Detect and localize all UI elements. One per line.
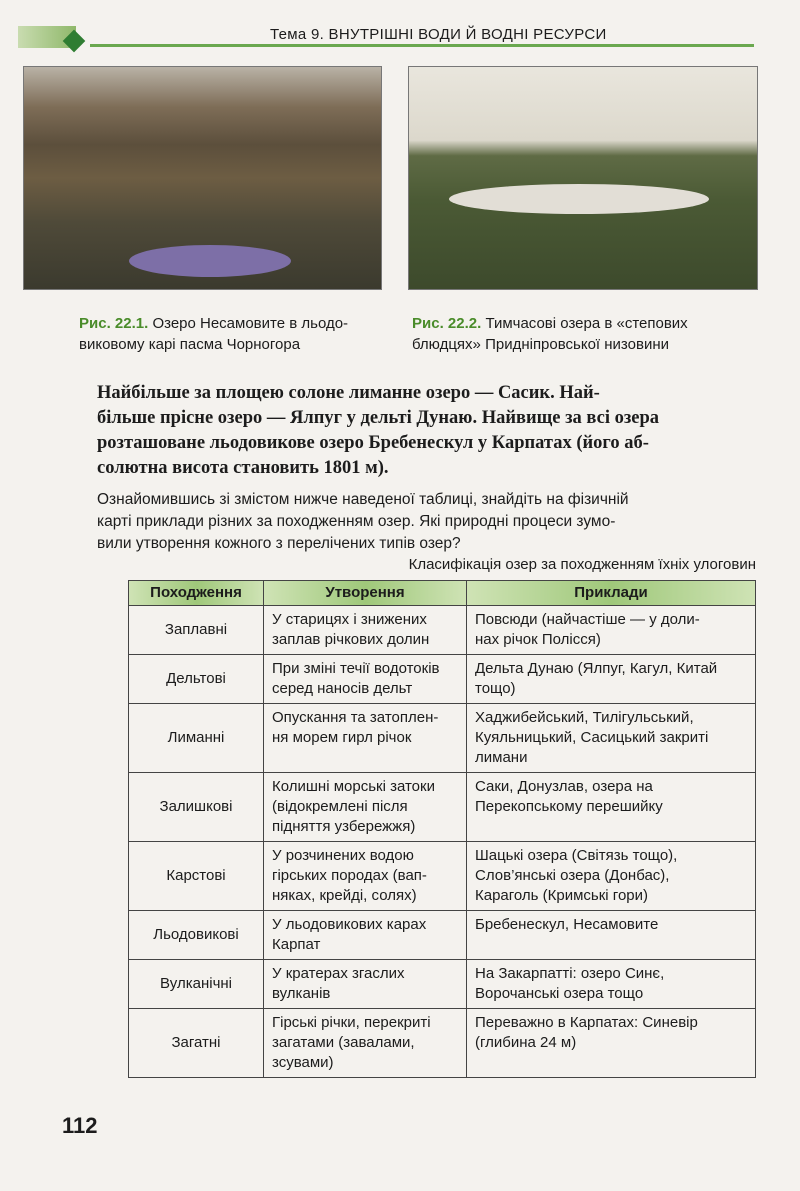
table-row — [129, 842, 756, 911]
table-row — [129, 704, 756, 773]
cell-line: вулканів — [272, 985, 331, 1002]
cell-origin: Лиманні — [129, 704, 264, 773]
lake-shape — [449, 184, 709, 214]
cell-line: Гірські річки, перекриті — [272, 1014, 431, 1031]
figure-number: Рис. 22.2. — [412, 315, 482, 332]
cell-line: Бребенескул, Несамовите — [475, 916, 659, 933]
figure-caption-text: Тимчасові озера в «степових — [485, 315, 688, 332]
cell-line: Перекопському перешийку — [475, 798, 663, 815]
page-header-title: Тема 9. ВНУТРІШНІ ВОДИ Й ВОДНІ РЕСУРСИ — [270, 26, 607, 43]
cell-line: У старицях і знижених — [272, 611, 427, 628]
cell-examples — [467, 1009, 756, 1078]
cell-line: (відокремлені після — [272, 798, 408, 815]
cell-origin: Заплавні — [129, 606, 264, 655]
cell-formation — [264, 911, 467, 960]
cell-line: У льодовикових карах — [272, 916, 427, 933]
cell-line: няках, крейді, солях) — [272, 887, 417, 904]
cell-formation — [264, 606, 467, 655]
cell-line: ня морем гирл річок — [272, 729, 412, 746]
table-caption: Класифікація озер за походженням їхніх улоговин — [408, 556, 756, 573]
figure-caption-text: Озеро Несамовите в льодо- — [152, 315, 349, 332]
cell-formation — [264, 773, 467, 842]
task-paragraph — [97, 489, 757, 555]
cell-line: У розчинених водою — [272, 847, 414, 864]
cell-line: зсувами) — [272, 1054, 334, 1071]
cell-line: Саки, Донузлав, озера на — [475, 778, 653, 795]
cell-formation — [264, 655, 467, 704]
column-header-formation: Утворення — [264, 581, 467, 606]
cell-line: Ворочанські озера тощо — [475, 985, 644, 1002]
cell-line: лимани — [475, 749, 528, 766]
paragraph-line: солютна висота становить 1801 м). — [97, 458, 389, 478]
cell-line: заплав річкових долин — [272, 631, 430, 648]
table-row — [129, 1009, 756, 1078]
cell-line: Дельта Дунаю (Ялпуг, Кагул, Китай — [475, 660, 718, 677]
cell-origin: Дельтові — [129, 655, 264, 704]
cell-examples — [467, 842, 756, 911]
table-row — [129, 655, 756, 704]
cell-line: Опускання та затоплен- — [272, 709, 439, 726]
column-header-examples: Приклади — [467, 581, 756, 606]
main-paragraph — [97, 381, 757, 481]
cell-line: нах річок Полісся) — [475, 631, 601, 648]
cell-line: Колишні морські затоки — [272, 778, 435, 795]
table-row — [129, 960, 756, 1009]
paragraph-line: більше прісне озеро — Ялпуг у дельті Дунаю. Найвище за всі озера — [97, 408, 660, 428]
cell-line: Карпат — [272, 936, 321, 953]
paragraph-line: карті приклади різних за походженням озер. Які природні процеси зумо- — [97, 513, 616, 530]
column-header-origin: Походження — [129, 581, 264, 606]
photo-lake-nesamovyte — [23, 66, 382, 290]
table-header-row — [129, 581, 756, 606]
cell-examples — [467, 655, 756, 704]
cell-line: (глибина 24 м) — [475, 1034, 577, 1051]
figure-caption-text: блюдцях» Придніпровської низовини — [412, 336, 669, 353]
cell-line: Куяльницький, Сасицький закриті — [475, 729, 709, 746]
photo-steppe-lakes — [408, 66, 758, 290]
cell-line: Шацькі озера (Світязь тощо), — [475, 847, 678, 864]
cell-line: гірських породах (вап- — [272, 867, 427, 884]
cell-formation — [264, 960, 467, 1009]
cell-examples — [467, 606, 756, 655]
figure-caption-1 — [79, 313, 389, 355]
paragraph-line: Найбільше за площею солоне лиманне озеро — Сасик. Най- — [97, 383, 600, 403]
table-row — [129, 773, 756, 842]
cell-line: Повсюди (найчастіше — у доли- — [475, 611, 700, 628]
header-rule — [90, 44, 754, 47]
cell-line: загатами (завалами, — [272, 1034, 415, 1051]
cell-formation — [264, 1009, 467, 1078]
cell-formation — [264, 842, 467, 911]
cell-line: підняття узбережжя) — [272, 818, 416, 835]
lake-classification-table — [128, 580, 756, 1078]
cell-origin: Льодовикові — [129, 911, 264, 960]
cell-examples — [467, 773, 756, 842]
page-number: 112 — [62, 1113, 98, 1138]
table-row — [129, 606, 756, 655]
cell-line: Караголь (Кримські гори) — [475, 887, 648, 904]
paragraph-line: розташоване льодовикове озеро Бребенескул у Карпатах (його аб- — [97, 433, 649, 453]
figure-caption-2 — [412, 313, 732, 355]
cell-origin: Карстові — [129, 842, 264, 911]
cell-line: Переважно в Карпатах: Синевір — [475, 1014, 698, 1031]
cell-line: При зміні течії водотоків — [272, 660, 440, 677]
cell-line: На Закарпатті: озеро Синє, — [475, 965, 665, 982]
cell-line: У кратерах згаслих — [272, 965, 405, 982]
cell-line: тощо) — [475, 680, 516, 697]
cell-origin: Загатні — [129, 1009, 264, 1078]
cell-line: Хаджибейський, Тилігульський, — [475, 709, 694, 726]
lake-shape — [129, 245, 291, 277]
cell-origin: Залишкові — [129, 773, 264, 842]
cell-formation — [264, 704, 467, 773]
paragraph-line: Ознайомившись зі змістом нижче наведеної таблиці, знайдіть на фізичній — [97, 491, 629, 508]
cell-examples — [467, 704, 756, 773]
figure-number: Рис. 22.1. — [79, 315, 149, 332]
figure-caption-text: виковому карі пасма Чорногора — [79, 336, 301, 353]
cell-origin: Вулканічні — [129, 960, 264, 1009]
cell-line: Слов’янські озера (Донбас), — [475, 867, 670, 884]
table-row — [129, 911, 756, 960]
paragraph-line: вили утворення кожного з перелічених типів озер? — [97, 535, 461, 552]
cell-line: серед наносів дельт — [272, 680, 413, 697]
cell-examples — [467, 911, 756, 960]
cell-examples — [467, 960, 756, 1009]
